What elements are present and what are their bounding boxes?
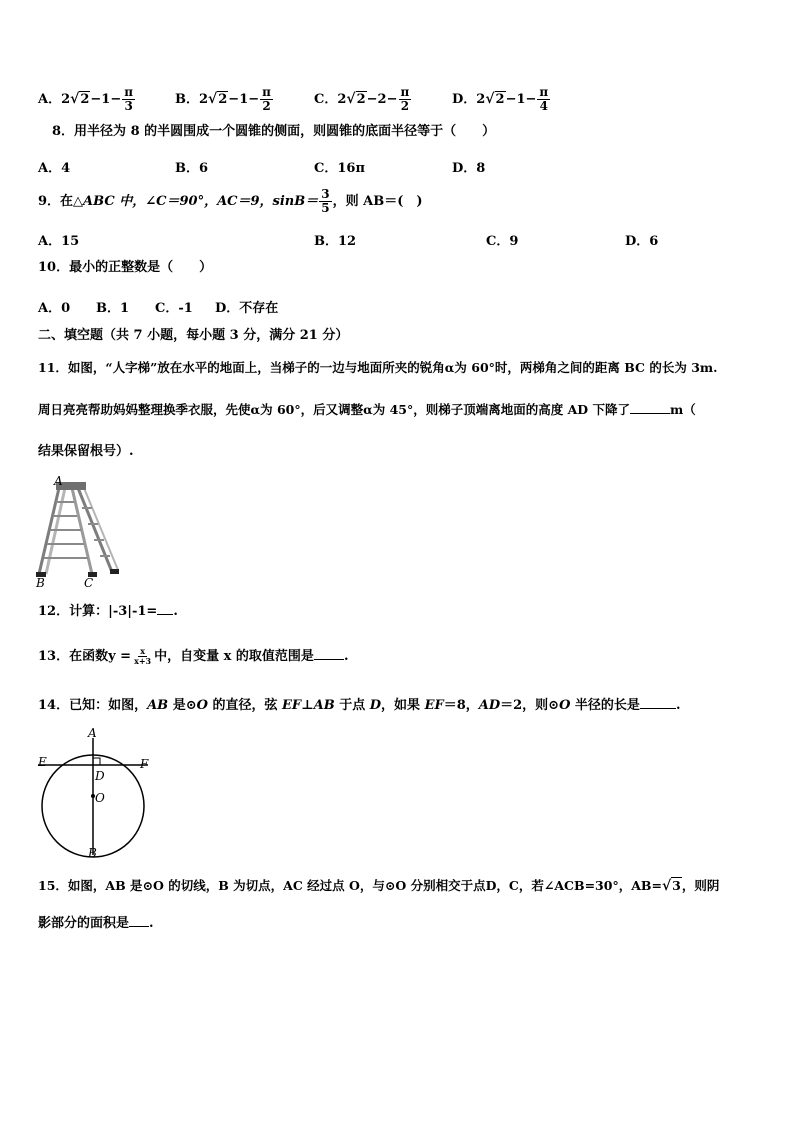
label-e: E (38, 755, 47, 769)
question-15-line-2: 影部分的面积是 . (38, 916, 154, 931)
label-b: B (36, 576, 45, 589)
q10-option-d: D．不存在 (215, 301, 279, 316)
label-f: F (140, 757, 149, 771)
q10-option-a: A．0 (38, 301, 71, 316)
answer-blank[interactable] (630, 413, 670, 414)
label-c: C (84, 576, 94, 589)
question-11-line-3: 结果保留根号）. (38, 444, 134, 459)
label-a: A (88, 726, 97, 740)
question-10-text: 10．最小的正整数是（ ） (38, 260, 213, 275)
question-8-text: 8．用半径为 8 的半圆围成一个圆锥的侧面，则圆锥的底面半径等于（ ） (52, 124, 496, 139)
question-14-text: 14．已知：如图，AB 是⊙O 的直径，弦 EF⊥AB 于点 D，如果 EF＝8，AD＝2，则⊙O 半径的长是 . (38, 698, 681, 713)
section-2-heading: 二、填空题（共 7 小题，每小题 3 分，满分 21 分） (38, 328, 349, 343)
label-o: O (95, 791, 105, 805)
question-9-text: 9．在△ABC 中，∠C＝90°，AC＝9，sinB＝ $\frac{3}{5}$ ，则 AB＝( ) (38, 187, 423, 215)
q9-option-d: D．6 (625, 234, 659, 249)
answer-blank[interactable] (157, 614, 173, 615)
right-angle-mark (93, 758, 100, 765)
q10-option-b: B．1 (96, 301, 130, 316)
q9-option-a: A．15 (38, 234, 80, 249)
q10-option-c: C．-1 (155, 301, 193, 316)
q7-option-b: B．2√2−1− $\frac{\pi}{2}$ (175, 85, 271, 113)
answer-blank[interactable] (129, 926, 149, 927)
question-12-text: 12．计算：|-3|-1= . (38, 604, 178, 619)
question-13-text: 13．在函数y = $\frac{x}{x+3}$ 中，自变量 x 的取值范围是 . (38, 646, 349, 666)
ladder-figure (34, 474, 124, 589)
q7-option-d: D．2√2−1− $\frac{\pi}{4}$ (452, 85, 549, 113)
label-d: D (95, 769, 105, 783)
label-a: A (54, 474, 63, 488)
q9-option-c: C．9 (486, 234, 519, 249)
q7-option-a: A．2√2−1− $\frac{\pi}{3}$ (38, 85, 134, 113)
q9-option-b: B．12 (314, 234, 357, 249)
label-b: B (88, 846, 97, 860)
q8-option-c: C．16π (314, 161, 365, 176)
question-15-line-1: 15．如图，AB 是⊙O 的切线，B 为切点，AC 经过点 O，与⊙O 分别相交于点D，C，若∠ACB=30°，AB=√3，则阴 (38, 878, 720, 894)
circle-figure (36, 726, 154, 860)
answer-blank[interactable] (640, 708, 676, 709)
q8-option-a: A．4 (38, 161, 71, 176)
q8-option-d: D．8 (452, 161, 486, 176)
q7-option-c: C．2√2−2− $\frac{\pi}{2}$ (314, 85, 410, 113)
question-11-line-2: 周日亮亮帮助妈妈整理换季衣服，先使α为 60°，后又调整α为 45°，则梯子顶端离地面的高度 AD 下降了 m（ (38, 402, 696, 417)
question-11-line-1: 11．如图，“人字梯”放在水平的地面上，当梯子的一边与地面所夹的锐角α为 60°时，两梯角之间的距离 BC 的长为 3m. (38, 360, 718, 375)
q8-option-b: B．6 (175, 161, 209, 176)
ladder-foot-right (110, 569, 119, 574)
answer-blank[interactable] (314, 659, 344, 660)
